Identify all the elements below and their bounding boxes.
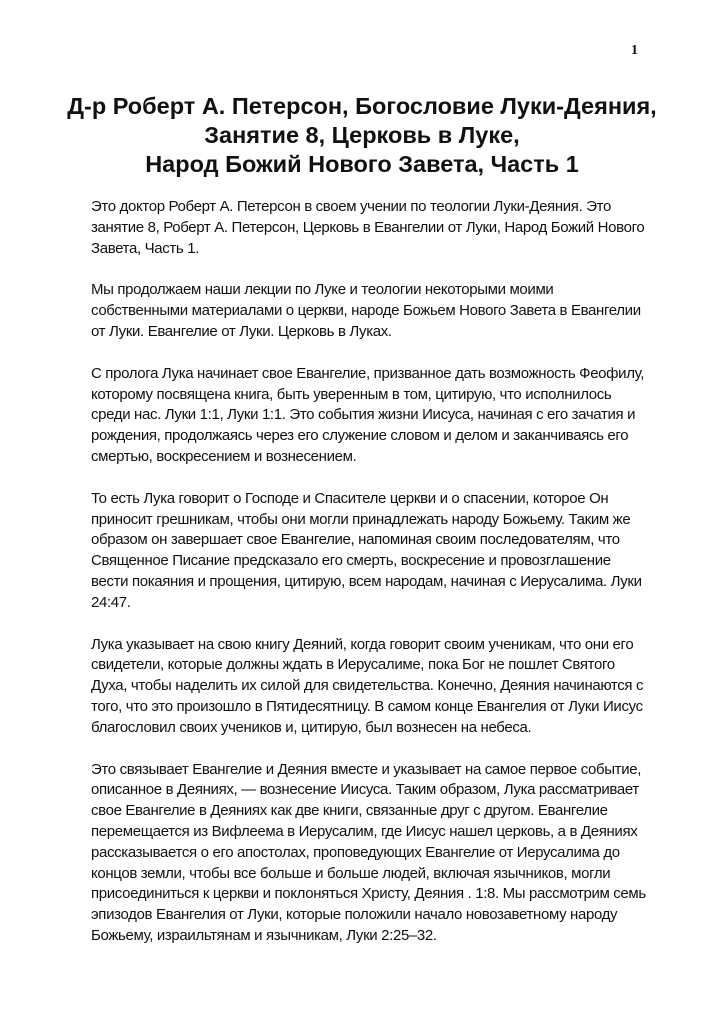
paragraph: Мы продолжаем наши лекции по Луке и теологии некоторыми моими собственными материалами о церкви, народе Божьем Нового Завета в Евангелии от Луки. Евангелие от Луки. Церковь в Луках. xyxy=(91,281,641,340)
title-line: Д-р Роберт А. Петерсон, Богословие Луки-Деяния, xyxy=(67,93,657,119)
document-body xyxy=(91,197,647,968)
paragraph: Это доктор Роберт А. Петерсон в своем учении по теологии Луки-Деяния. Это занятие 8, Роберт А. Петерсон, Церковь в Евангелии от Луки, Народ Божий Нового Завета, Часть 1. xyxy=(91,198,645,257)
page-number: 1 xyxy=(631,43,638,58)
paragraph: Это связывает Евангелие и Деяния вместе и указывает на самое первое событие, описанное в Деяниях, — вознесение Иисуса. Таким образом, Лука рассматривает свое Евангелие в Деяниях как две книги, связанные друг с другом. Евангелие перемещается из Вифлеема в Иерусалим, где Иисус нашел церковь, а в Деяниях рассказывается о его апостолах, проповедующих Евангелие от Иерусалима до концов земли, чтобы все больше и больше людей, включая язычников, могли присоединиться к церкви и поклоняться Христу, Деяния . 1:8. Мы рассмотрим семь эпизодов Евангелия от Луки, которые положили начало новозаветному народу Божьему, израильтянам и язычникам, Луки 2:25–32. xyxy=(91,760,646,944)
title-line: Занятие 8, Церковь в Луке, xyxy=(204,122,520,148)
paragraph: То есть Лука говорит о Господе и Спасителе церкви и о спасении, которое Он приносит грешникам, чтобы они могли принадлежать народу Божьему. Таким же образом он завершает свое Евангелие, напоминая своим последователям, что Священное Писание предсказало его смерть, воскресение и провозглашение вести покаяния и прощения, цитирую, всем народам, начиная с Иерусалима. Луки 24:47. xyxy=(91,489,642,611)
title-line: Народ Божий Нового Завета, Часть 1 xyxy=(145,151,579,177)
document-title xyxy=(60,92,664,179)
paragraph: Лука указывает на свою книгу Деяний, когда говорит своим ученикам, что они его свидетели, которые должны ждать в Иерусалиме, пока Бог не пошлет Святого Духа, чтобы наделить их силой для свидетельства. Конечно, Деяния начинаются с того, что это произошло в Пятидесятницу. В самом конце Евангелия от Луки Иисус благословил своих учеников и, цитирую, был вознесен на небеса. xyxy=(91,635,644,736)
paragraph: С пролога Лука начинает свое Евангелие, призванное дать возможность Феофилу, которому посвящена книга, быть уверенным в том, цитирую, что исполнилось среди нас. Луки 1:1, Луки 1:1. Это события жизни Иисуса, начиная с его зачатия и рождения, продолжаясь через его служение словом и делом и заканчиваясь его смертью, воскресением и вознесением. xyxy=(91,364,645,465)
